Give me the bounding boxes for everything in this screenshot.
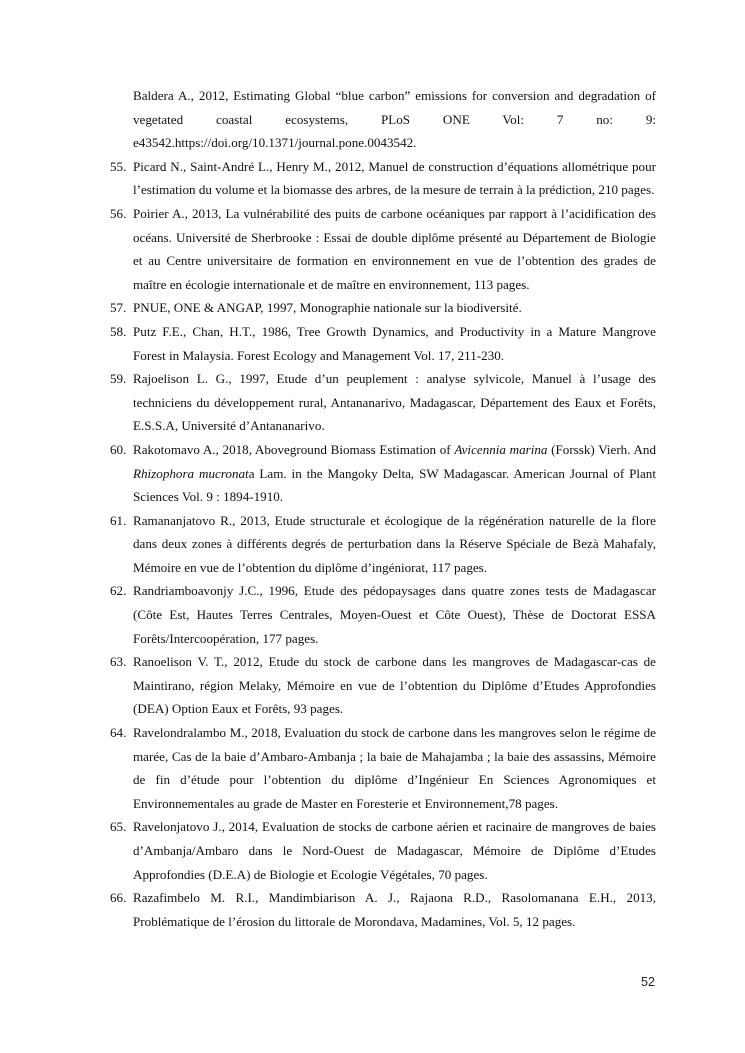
- reference-text: PNUE, ONE & ANGAP, 1997, Monographie nationale sur la biodiversité.: [133, 300, 522, 316]
- reference-number: 64.: [110, 725, 127, 741]
- reference-text: Ramananjatovo R., 2013, Etude structurale et écologique de la régénération naturelle de la flore dans deux zones à différents degrés de perturbation dans la Réserve Spéciale de Bezà Mahafaly, Mémoire en vue de l’obtention du diplôme d’ingéniorat, 117 pages.: [133, 512, 656, 575]
- reference-item: [110, 84, 656, 155]
- reference-text: Randriamboavonjy J.C., 1996, Etude des pédopaysages dans quatre zones tests de Madagascar (Côte Est, Hautes Terres Centrales, Moyen-Ouest et Côte Ouest), Thèse de Doctorat ESSA Forêts/Intercoopération, 177 pages.: [133, 583, 656, 646]
- reference-item: [110, 721, 656, 815]
- reference-text-part: Rakotomavo A., 2018, Aboveground Biomass Estimation of: [133, 441, 455, 457]
- reference-item: [110, 579, 656, 650]
- reference-item: [110, 202, 656, 296]
- page-number: 52: [641, 975, 655, 989]
- reference-text-part: a Lam. in the Mangoky Delta, SW Madagascar. American Journal of Plant Sciences Vol. 9 : 1894-1910.: [133, 465, 656, 505]
- reference-number: 60.: [110, 441, 127, 457]
- reference-number: 59.: [110, 371, 127, 387]
- reference-item: [110, 155, 656, 202]
- reference-text: Razafimbelo M. R.I., Mandimbiarison A. J., Rajaona R.D., Rasolomanana E.H., 2013, Problématique de l’érosion du littorale de Morondava, Madamines, Vol. 5, 12 pages.: [133, 890, 656, 929]
- reference-text-part: (Forssk) Vierh. And: [547, 441, 656, 457]
- reference-text: Ranoelison V. T., 2012, Etude du stock de carbone dans les mangroves de Madagascar-cas de Maintirano, région Melaky, Mémoire en vue de l’obtention du Diplôme d’Etudes Approfondies (DEA) Option Eaux et Forêts, 93 pages.: [133, 654, 656, 717]
- reference-text: Putz F.E., Chan, H.T., 1986, Tree Growth Dynamics, and Productivity in a Mature Mangrove Forest in Malaysia. Forest Ecology and Management Vol. 17, 211-230.: [133, 323, 656, 363]
- reference-number: 55.: [110, 158, 127, 174]
- reference-item: [110, 438, 656, 509]
- species-name-italic: Rhizophora mucronat: [133, 465, 249, 481]
- reference-list: [110, 84, 656, 933]
- reference-text: Ravelonjatovo J., 2014, Evaluation de stocks de carbone aérien et racinaire de mangroves de baies d’Ambanja/Ambaro dans le Nord-Ouest de Madagascar, Mémoire de Diplôme d’Etudes Approfondies (D.E.A) de Biologie et Ecologie Végétales, 70 pages.: [133, 819, 656, 882]
- reference-number: 56.: [110, 205, 127, 221]
- reference-item: [110, 367, 656, 438]
- reference-number: 63.: [110, 654, 127, 670]
- reference-number: 61.: [110, 512, 127, 528]
- reference-item: [110, 296, 656, 320]
- reference-text: Ravelondralambo M., 2018, Evaluation du stock de carbone dans les mangroves selon le régime de marée, Cas de la baie d’Ambaro-Ambanja ; la baie de Mahajamba ; la baie des assassins, Mémoire de fin d’étude pour l’obtention du diplôme d’Ingénieur En Sciences Agronomiques et Environnementales au grade de Master en Foresterie et Environnement,78 pages.: [133, 725, 656, 811]
- reference-text: Poirier A., 2013, La vulnérabilité des puits de carbone océaniques par rapport à l’acidification des océans. Université de Sherbrooke : Essai de double diplôme présenté au Département de Biologie et au Centre universitaire de formation en environnement en vue de l’obtention des grades de maître en écologie internationale et de maître en environnement, 113 pages.: [133, 205, 656, 292]
- reference-number: 65.: [110, 819, 127, 835]
- reference-item: [110, 650, 656, 721]
- reference-number: 57.: [110, 300, 127, 316]
- reference-item: [110, 886, 656, 933]
- reference-item: [110, 509, 656, 580]
- reference-text: Baldera A., 2012, Estimating Global “blue carbon” emissions for conversion and degradation of vegetated coastal ecosystems, PLoS ONE Vol: 7 no: 9: e43542.https://doi.org/10.1371/journal.pone.0043542.: [133, 88, 656, 151]
- reference-number: 66.: [110, 890, 127, 906]
- reference-text: Picard N., Saint-André L., Henry M., 2012, Manuel de construction d’équations allométrique pour l’estimation du volume et la biomasse des arbres, de la mesure de terrain à la prédiction, 210 pages.: [133, 158, 656, 198]
- reference-item: [110, 815, 656, 886]
- reference-number: 62.: [110, 583, 127, 599]
- reference-text: Rajoelison L. G., 1997, Etude d’un peuplement : analyse sylvicole, Manuel à l’usage des techniciens du développement rural, Antananarivo, Madagascar, Département des Eaux et Forêts, E.S.S.A, Université d’Antananarivo.: [133, 371, 656, 434]
- reference-number: 58.: [110, 323, 127, 339]
- reference-item: [110, 320, 656, 367]
- species-name-italic: Avicennia marina: [454, 441, 548, 457]
